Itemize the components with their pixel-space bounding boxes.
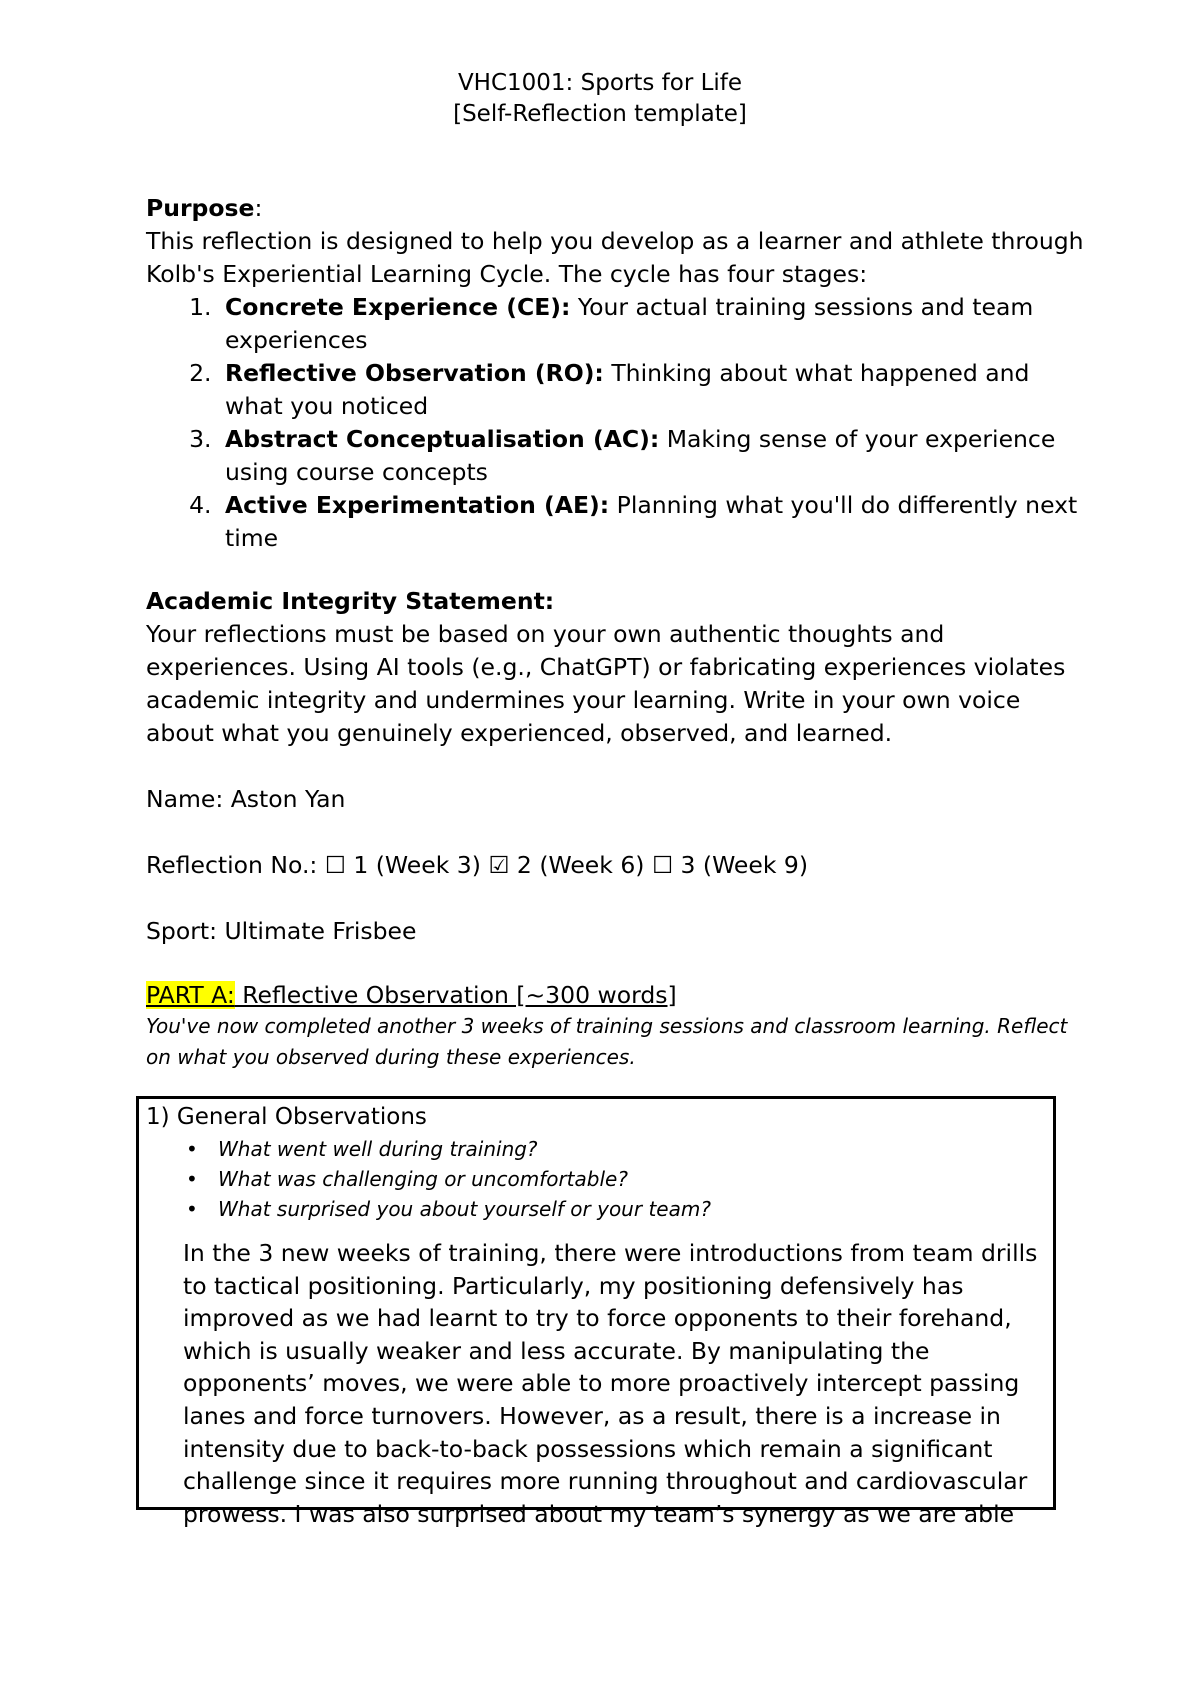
stage-item: 4. Active Experimentation (AE): Planning what you'll do differently next time <box>219 489 1086 555</box>
part-a-title: PART A: Reflective Observation [~300 words] <box>146 981 677 1009</box>
prompt-item: • What went well during training? <box>218 1134 711 1164</box>
reflection-number-field: Reflection No.: ☐ 1 (Week 3) ☑ 2 (Week 6) ☐ 3 (Week 9) <box>146 851 809 879</box>
general-observations-heading: 1) General Observations <box>146 1104 427 1130</box>
template-subtitle: [Self-Reflection template] <box>453 101 747 127</box>
integrity-section <box>146 585 1086 750</box>
sport-field: Sport: Ultimate Frisbee <box>146 917 417 945</box>
kolb-stages-list <box>146 291 1086 555</box>
part-a-label: PART A: <box>146 981 235 1009</box>
prompt-item: • What was challenging or uncomfortable? <box>218 1164 711 1194</box>
stage-item: 3. Abstract Conceptualisation (AC): Making sense of your experience using course concepts <box>219 423 1086 489</box>
observation-answer-text: In the 3 new weeks of training, there were introductions from team drills to tactical positioning. Particularly, my positioning defensively has improved as we had learnt to try to force opponents to their forehand, which is usually weaker and less accurate. By manipulating the opponents’ moves, we were able to more proactively intercept passing lanes and force turnovers. However, as a result, there is a increase in intensity due to back-to-back possessions which remain a significant challenge since it requires more running throughout and cardiovascular prowess. I was also surprised about my team’s synergy as we are able <box>183 1239 1038 1528</box>
stage-item: 2. Reflective Observation (RO): Thinking about what happened and what you noticed <box>219 357 1086 423</box>
integrity-text: Your reflections must be based on your own authentic thoughts and experiences. Using AI tools (e.g., ChatGPT) or fabricating experiences violates academic integrity and undermines your learning. Write in your own voice about what you genuinely experienced, observed, and learned. <box>146 620 1066 747</box>
integrity-label: Academic Integrity Statement: <box>146 587 555 615</box>
stage-item: 1. Concrete Experience (CE): Your actual training sessions and team experiences <box>219 291 1086 357</box>
part-a-instructions: You've now completed another 3 weeks of training sessions and classroom learning. Reflect on what you observed during these experiences. <box>146 1014 1068 1069</box>
purpose-intro: This reflection is designed to help you develop as a learner and athlete through Kolb's Experiential Learning Cycle. The cycle has four stages: <box>146 227 1084 288</box>
purpose-section: Purpose: This reflection is designed to help you develop as a learner and athlete through Kolb's Experiential Learning Cycle. The cycle has four stages: 1. Concrete Experience (CE): Your actual training sessions and team experiences 2. Reflective Observation (RO): Thinking about what happened and what you noticed 3. Abstract Conceptualisation (AC): Making sense of your experience using course concepts 4. Active Experimentation (AE): Planning what you'll do differently next time <box>146 192 1086 555</box>
prompt-item: • What surprised you about yourself or your team? <box>218 1194 711 1224</box>
purpose-label: Purpose <box>146 194 255 222</box>
name-field: Name: Aston Yan <box>146 785 346 813</box>
course-title: VHC1001: Sports for Life <box>457 70 743 96</box>
part-a-section <box>146 980 1086 1073</box>
prompt-list <box>146 1134 711 1224</box>
